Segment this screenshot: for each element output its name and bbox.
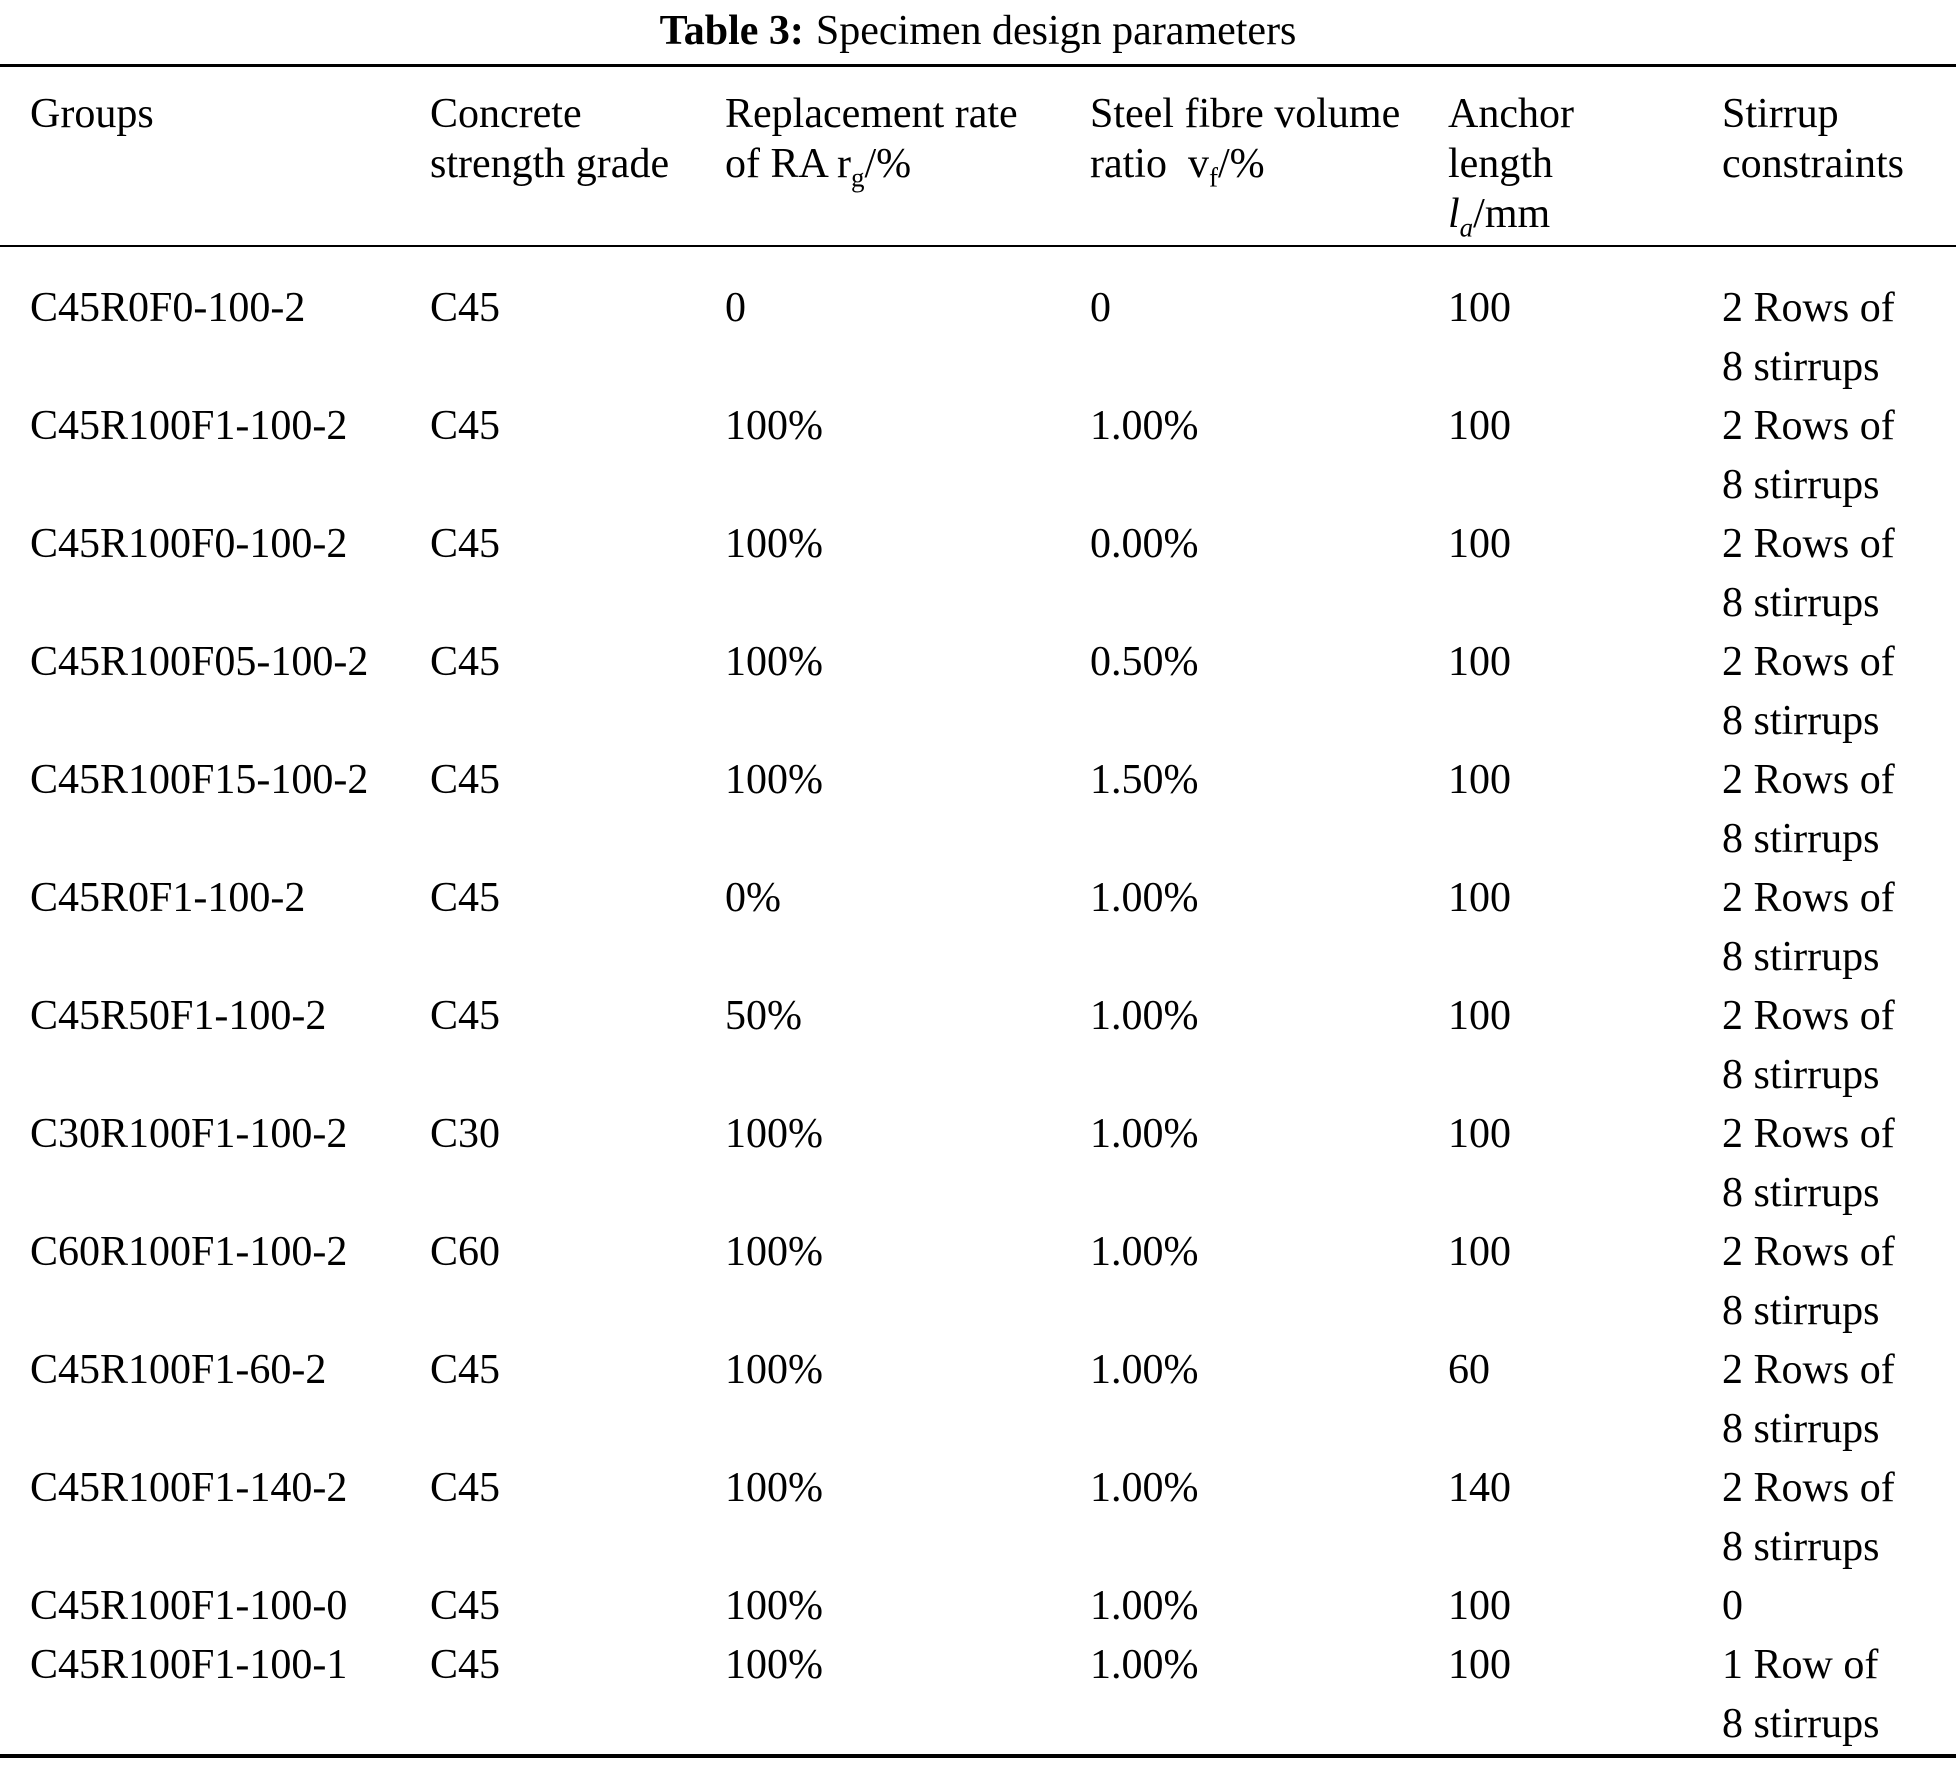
cell-grade: C45 — [430, 1583, 501, 1629]
header-row — [0, 66, 1956, 247]
cell-grade: C45 — [430, 993, 501, 1039]
cell-replacement-rate: 50% — [725, 993, 802, 1039]
header-fibre-line2: ratio $v_f/\%$ — [1090, 141, 1265, 193]
cell-anchor-length: 100 — [1448, 1229, 1511, 1275]
cell-grade: C45 — [430, 1465, 501, 1511]
cell-anchor-length: 60 — [1448, 1347, 1490, 1393]
cell-grade: C45 — [430, 403, 501, 449]
cell-group: C45R100F1-60-2 — [30, 1347, 327, 1393]
cell-fibre-ratio: 1.00% — [1090, 1642, 1199, 1688]
table-caption — [0, 0, 1956, 64]
cell-grade: C45 — [430, 285, 501, 331]
cell-stirrup: 0 — [1722, 1583, 1743, 1629]
cell-fibre-ratio: 1.00% — [1090, 875, 1199, 921]
cell-grade: C60 — [430, 1229, 501, 1275]
header-groups-line1: Groups — [30, 91, 154, 137]
cell-fibre-ratio: 1.00% — [1090, 993, 1199, 1039]
cell-anchor-length: 100 — [1448, 1583, 1511, 1629]
cell-fibre-ratio: 1.00% — [1090, 1465, 1199, 1511]
cell-stirrup: 2 Rows of 8 stirrups — [1722, 875, 1895, 980]
cell-fibre-ratio: 0 — [1090, 285, 1111, 331]
cell-anchor-length: 100 — [1448, 1642, 1511, 1688]
cell-replacement-rate: 0% — [725, 875, 781, 921]
table-row — [0, 515, 1956, 633]
header-anchor-line2: length — [1448, 141, 1553, 187]
cell-grade: C45 — [430, 1642, 501, 1688]
cell-fibre-ratio: 1.50% — [1090, 757, 1199, 803]
table-row — [0, 1577, 1956, 1636]
table-caption-label: Table 3: — [659, 8, 804, 54]
header-replacement-line2: of RA $r_g/\%$ — [725, 141, 912, 193]
cell-fibre-ratio: 1.00% — [1090, 1229, 1199, 1275]
cell-stirrup: 2 Rows of 8 stirrups — [1722, 403, 1895, 508]
table-row — [0, 1341, 1956, 1459]
cell-group: C45R0F0-100-2 — [30, 285, 306, 331]
cell-replacement-rate: 100% — [725, 403, 823, 449]
table-row — [0, 246, 1956, 397]
col-header-steel-fibre-volume-ratio — [1090, 66, 1448, 247]
rg-subscript: g — [851, 162, 865, 193]
cell-replacement-rate: 100% — [725, 1465, 823, 1511]
cell-group: C45R100F1-100-1 — [30, 1642, 348, 1688]
cell-stirrup: 2 Rows of 8 stirrups — [1722, 757, 1895, 862]
cell-grade: C45 — [430, 521, 501, 567]
cell-fibre-ratio: 0.50% — [1090, 639, 1199, 685]
header-anchor-line1: Anchor — [1448, 91, 1574, 137]
cell-group: C30R100F1-100-2 — [30, 1111, 348, 1157]
header-fibre-line1: Steel fibre volume — [1090, 91, 1401, 137]
cell-group: C60R100F1-100-2 — [30, 1229, 348, 1275]
cell-group: C45R100F15-100-2 — [30, 757, 369, 803]
cell-group: C45R100F1-100-2 — [30, 403, 348, 449]
cell-grade: C45 — [430, 1347, 501, 1393]
cell-group: C45R0F1-100-2 — [30, 875, 306, 921]
cell-stirrup: 1 Row of 8 stirrups — [1722, 1642, 1880, 1747]
table-row — [0, 1105, 1956, 1223]
col-header-anchor-length — [1448, 66, 1722, 247]
cell-group: C45R100F0-100-2 — [30, 521, 348, 567]
cell-grade: C30 — [430, 1111, 501, 1157]
cell-stirrup: 2 Rows of 8 stirrups — [1722, 993, 1895, 1098]
cell-stirrup: 2 Rows of 8 stirrups — [1722, 521, 1895, 626]
cell-group: C45R100F1-100-0 — [30, 1583, 348, 1629]
cell-stirrup: 2 Rows of 8 stirrups — [1722, 1111, 1895, 1216]
cell-grade: C45 — [430, 757, 501, 803]
cell-stirrup: 2 Rows of 8 stirrups — [1722, 1229, 1895, 1334]
col-header-replacement-rate — [725, 66, 1090, 247]
table-row — [0, 1459, 1956, 1577]
table-row — [0, 633, 1956, 751]
cell-replacement-rate: 100% — [725, 521, 823, 567]
cell-replacement-rate: 100% — [725, 1229, 823, 1275]
cell-grade: C45 — [430, 875, 501, 921]
cell-group: C45R50F1-100-2 — [30, 993, 327, 1039]
table-caption-text: Specimen design parameters — [815, 8, 1297, 54]
cell-anchor-length: 100 — [1448, 639, 1511, 685]
header-replacement-line1: Replacement rate — [725, 91, 1018, 137]
cell-anchor-length: 100 — [1448, 521, 1511, 567]
la-subscript: a — [1459, 212, 1474, 243]
cell-stirrup: 2 Rows of 8 stirrups — [1722, 639, 1895, 744]
cell-fibre-ratio: 0.00% — [1090, 521, 1199, 567]
cell-anchor-length: 100 — [1448, 993, 1511, 1039]
cell-fibre-ratio: 1.00% — [1090, 1583, 1199, 1629]
header-concrete-line1: Concrete — [430, 91, 582, 137]
cell-replacement-rate: 100% — [725, 1347, 823, 1393]
cell-anchor-length: 100 — [1448, 1111, 1511, 1157]
cell-anchor-length: 100 — [1448, 757, 1511, 803]
cell-anchor-length: 100 — [1448, 403, 1511, 449]
table-row — [0, 869, 1956, 987]
cell-replacement-rate: 100% — [725, 1111, 823, 1157]
cell-group: C45R100F05-100-2 — [30, 639, 369, 685]
cell-replacement-rate: 0 — [725, 285, 746, 331]
cell-grade: C45 — [430, 639, 501, 685]
col-header-concrete-strength-grade — [430, 66, 725, 247]
cell-replacement-rate: 100% — [725, 757, 823, 803]
cell-replacement-rate: 100% — [725, 1642, 823, 1688]
cell-stirrup: 2 Rows of 8 stirrups — [1722, 1465, 1895, 1570]
cell-fibre-ratio: 1.00% — [1090, 1111, 1199, 1157]
cell-fibre-ratio: 1.00% — [1090, 403, 1199, 449]
cell-anchor-length: 140 — [1448, 1465, 1511, 1511]
table-row — [0, 987, 1956, 1105]
cell-group: C45R100F1-140-2 — [30, 1465, 348, 1511]
header-anchor-line3: $l_a/mm$ — [1448, 191, 1551, 243]
table-row — [0, 1636, 1956, 1756]
table-row — [0, 397, 1956, 515]
header-stirrup-line2: constraints — [1722, 141, 1904, 187]
cell-anchor-length: 100 — [1448, 285, 1511, 331]
cell-fibre-ratio: 1.00% — [1090, 1347, 1199, 1393]
cell-stirrup: 2 Rows of 8 stirrups — [1722, 1347, 1895, 1452]
table-row — [0, 1223, 1956, 1341]
header-concrete-line2: strength grade — [430, 141, 670, 187]
col-header-stirrup-constraints — [1722, 66, 1956, 247]
cell-anchor-length: 100 — [1448, 875, 1511, 921]
cell-stirrup: 2 Rows of 8 stirrups — [1722, 285, 1895, 390]
header-stirrup-line1: Stirrup — [1722, 91, 1839, 137]
cell-replacement-rate: 100% — [725, 639, 823, 685]
specimen-design-table — [0, 64, 1956, 1758]
table-row — [0, 751, 1956, 869]
col-header-groups — [0, 66, 430, 247]
vf-subscript: f — [1208, 162, 1218, 193]
cell-replacement-rate: 100% — [725, 1583, 823, 1629]
